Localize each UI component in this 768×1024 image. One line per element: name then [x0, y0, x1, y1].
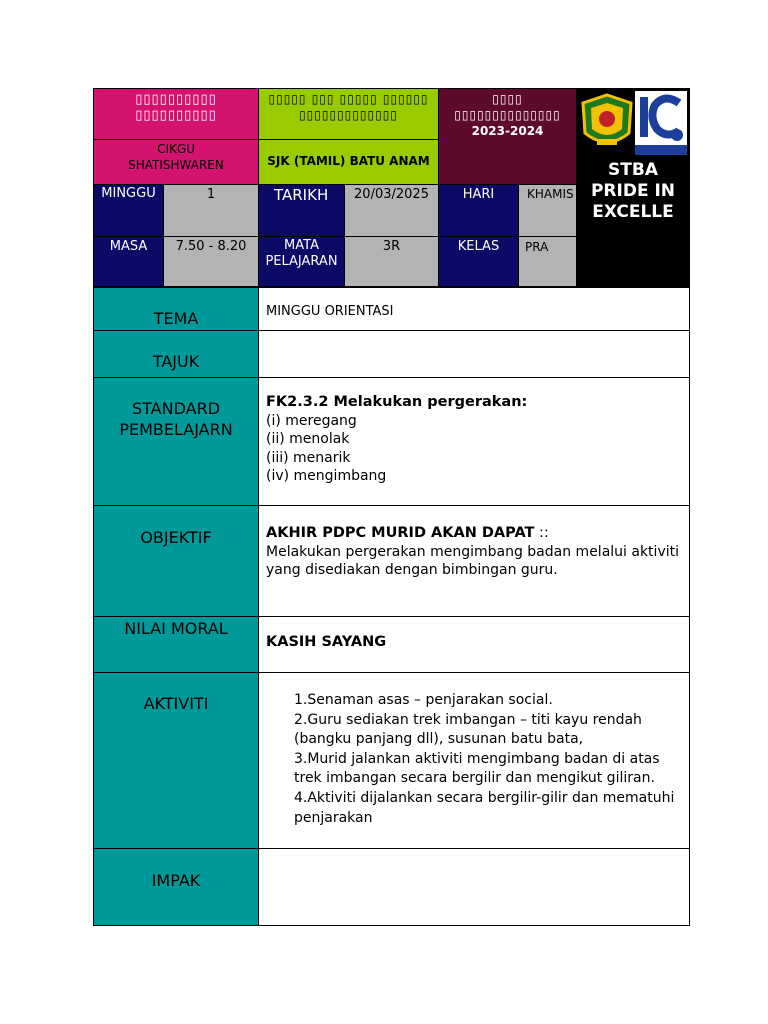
- nilai-label-cell: [93, 616, 259, 673]
- aktiviti-item: 3.Murid jalankan aktiviti mengimbang badan di atas trek imbangan secara bergilir dan mengikut giliran.: [294, 750, 660, 787]
- tajuk-label: TAJUK: [152, 352, 200, 371]
- tema-value: MINGGU ORIENTASI: [266, 304, 394, 319]
- tema-label: TEMA: [153, 309, 199, 328]
- tajuk-label-cell: [93, 330, 259, 378]
- header-title-text: ▯▯▯▯▯▯▯▯▯▯ ▯▯▯▯▯▯▯▯▯▯: [135, 92, 217, 123]
- kelas-label-cell: [438, 236, 519, 287]
- school-crest-logo: [579, 93, 635, 153]
- motto-text: STBA PRIDE IN EXCELLE: [590, 160, 676, 222]
- hari-value-cell: [518, 184, 577, 237]
- kelas-label: KELAS: [457, 239, 500, 254]
- aktiviti-item: 1.Senaman asas – penjarakan social.: [294, 692, 553, 708]
- tarikh-value: 20/03/2025: [354, 187, 429, 202]
- objektif-value-cell: [258, 505, 690, 617]
- standard-heading: FK2.3.2 Melakukan pergerakan:: [266, 394, 528, 410]
- objektif-suffix: ::: [534, 525, 549, 541]
- aktiviti-label-cell: [93, 672, 259, 849]
- hari-value: KHAMIS: [527, 187, 574, 201]
- aktiviti-label: AKTIVITI: [143, 694, 209, 713]
- header-school-text: ▯▯▯▯▯ ▯▯▯ ▯▯▯▯▯ ▯▯▯▯▯▯ ▯▯▯▯▯▯▯▯▯▯▯▯▯: [268, 92, 429, 122]
- kelas-value-cell: [518, 236, 577, 287]
- tajuk-value-cell: [258, 330, 690, 378]
- impak-value-cell: [258, 848, 690, 926]
- impak-label-cell: [93, 848, 259, 926]
- teacher-name: CIKGU SHATISHWAREN: [128, 142, 224, 172]
- aktiviti-item: 4.Aktiviti dijalankan secara bergilir-gilir dan mematuhi penjarakan: [294, 789, 675, 826]
- header-year-label: ▯▯▯▯ ▯▯▯▯▯▯▯▯▯▯▯▯▯▯: [454, 92, 561, 122]
- kelas-value: PRA: [525, 240, 549, 254]
- mata-value-cell: [344, 236, 439, 287]
- standard-item: (iii) menarik: [266, 449, 351, 466]
- objektif-label-cell: [93, 505, 259, 617]
- standard-item: (ii) menolak: [266, 431, 350, 447]
- aktiviti-item: 2.Guru sediakan trek imbangan – titi kayu rendah (bangku panjang dll), susunan batu bata,: [294, 711, 642, 748]
- mata-value: 3R: [382, 239, 401, 254]
- impak-label: IMPAK: [151, 871, 201, 890]
- nilai-value: KASIH SAYANG: [266, 634, 387, 650]
- hari-label-cell: [438, 184, 519, 237]
- masa-value: 7.50 - 8.20: [175, 239, 247, 254]
- masa-value-cell: [163, 236, 259, 287]
- header-year-value: 2023-2024: [471, 124, 544, 138]
- tarikh-value-cell: [344, 184, 439, 237]
- minggu-label: MINGGU: [101, 186, 156, 201]
- teacher-cell: [93, 139, 259, 185]
- header-title-cell: [93, 88, 259, 140]
- masa-label: MASA: [109, 239, 148, 254]
- objektif-label: OBJEKTIF: [140, 528, 212, 547]
- hari-label: HARI: [462, 187, 495, 202]
- aktiviti-value-cell: [258, 672, 690, 849]
- ics-logo: [635, 91, 687, 155]
- masa-label-cell: [93, 236, 164, 287]
- minggu-value: 1: [206, 187, 216, 202]
- school-name: SJK (TAMIL) BATU ANAM: [267, 154, 430, 168]
- mata-label-cell: [258, 236, 345, 287]
- header-year-cell: [438, 88, 577, 185]
- objektif-text: Melakukan pergerakan mengimbang badan melalui aktiviti yang disediakan dengan bimbingan guru.: [266, 543, 679, 578]
- standard-item: (i) meregang: [266, 412, 357, 429]
- standard-label-cell: [93, 377, 259, 506]
- minggu-label-cell: [93, 184, 164, 237]
- minggu-value-cell: [163, 184, 259, 237]
- standard-value-cell: [258, 377, 690, 506]
- nilai-label: NILAI MORAL: [124, 619, 228, 638]
- objektif-heading: AKHIR PDPC MURID AKAN DAPAT: [266, 525, 535, 541]
- nilai-value-cell: [258, 616, 690, 673]
- tarikh-label-cell: [258, 184, 345, 237]
- school-name-cell: [258, 139, 439, 185]
- mata-label: MATA PELAJARAN: [265, 238, 338, 269]
- standard-item: (iv) mengimbang: [266, 468, 387, 484]
- header-school-cell: [258, 88, 439, 140]
- tema-label-cell: [93, 287, 259, 331]
- logo-panel: [576, 88, 690, 287]
- tarikh-label: TARIKH: [274, 186, 329, 204]
- standard-label: STANDARD PEMBELAJARN: [119, 399, 233, 439]
- tema-value-cell: [258, 287, 690, 331]
- objektif-heading-line: [266, 524, 681, 543]
